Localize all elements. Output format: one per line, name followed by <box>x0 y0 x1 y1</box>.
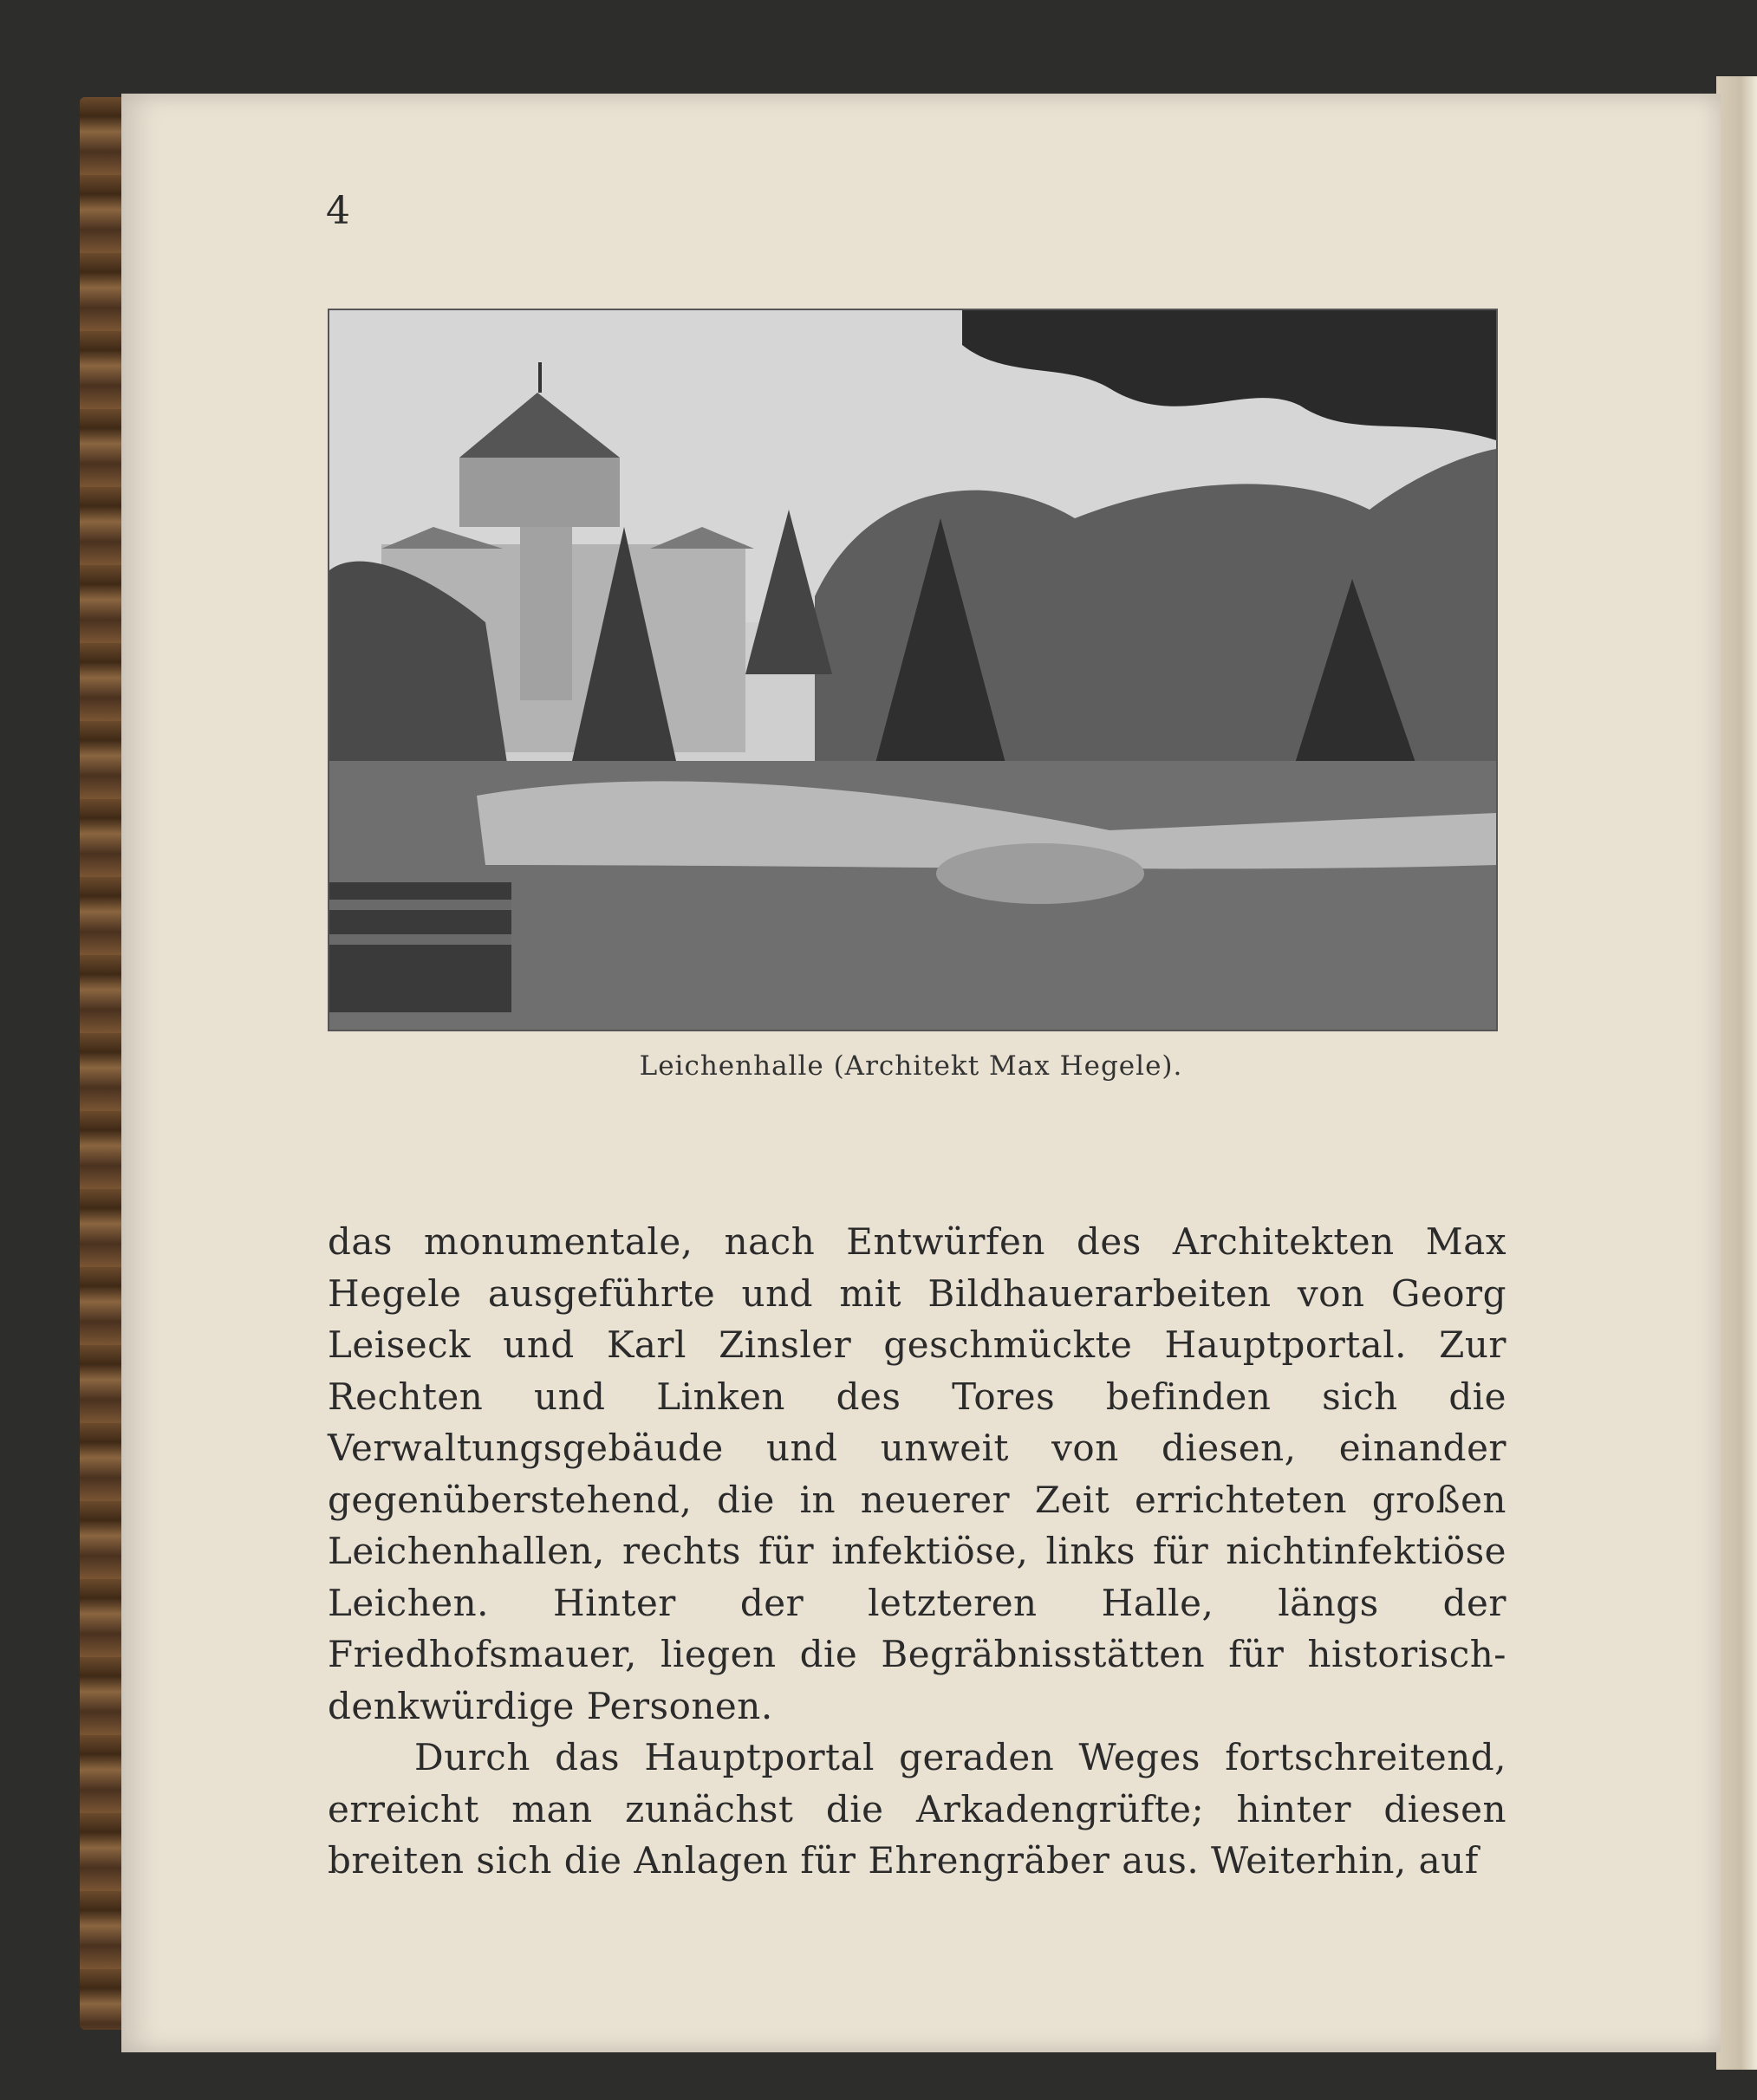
paragraph: Durch das Hauptportal geraden Weges fortschreitend, erreicht man zunächst die Arkadengrüfte; hinter diesen breiten sich die Anlagen für Ehrengräber aus. Weiterhin, auf <box>328 1736 1506 1882</box>
body-text <box>328 1216 1506 1887</box>
page-number: 4 <box>326 189 350 233</box>
figure-caption: Leichenhalle (Architekt Max Hegele). <box>639 1050 1183 1082</box>
photograph-leichenhalle <box>328 309 1498 1031</box>
facing-page-edge <box>1716 76 1757 2070</box>
photograph-icon <box>329 310 1496 1030</box>
paragraph: das monumentale, nach Entwürfen des Architekten Max Hegele ausgeführte und mit Bildhauerarbeiten von Georg Leiseck und Karl Zinsler geschmückte Hauptportal. Zur Rechten und Linken des Tores befinden sich die Verwaltungsgebäude und unweit von diesen, einander gegenüberstehend, die in neuerer Zeit errichteten großen Leichenhallen, rechts für infektiöse, links für nichtinfektiöse Leichen. Hinter der letzteren Halle, längs der Friedhofsmauer, liegen die Begräbnisstätten für historisch-denkwürdige Personen. <box>328 1220 1506 1727</box>
